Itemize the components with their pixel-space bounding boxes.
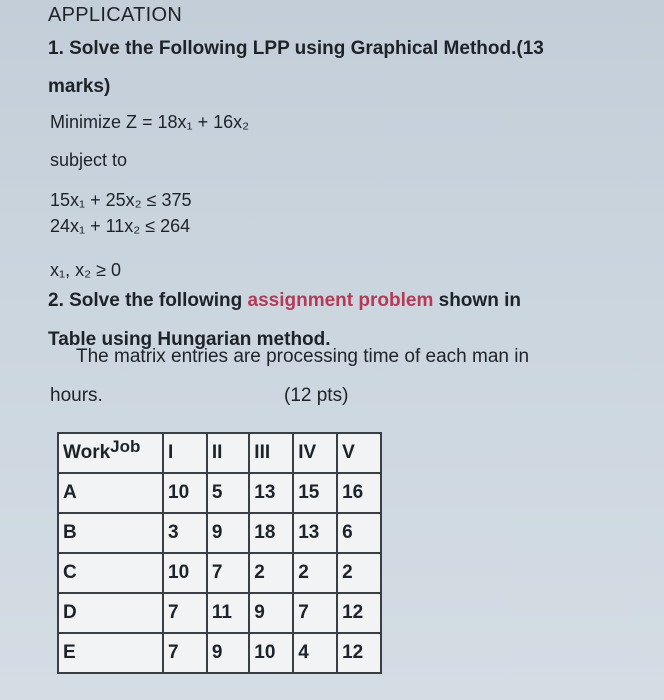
table-cell: 4 bbox=[293, 633, 337, 673]
table-cell: 16 bbox=[337, 473, 381, 513]
constraint-1: 15x₁ + 25x₂ ≤ 375 bbox=[50, 190, 192, 210]
table-cell: 13 bbox=[249, 473, 293, 513]
column-header: V bbox=[337, 433, 381, 473]
table-header-row bbox=[58, 433, 381, 473]
non-negativity-constraint: x₁, x₂ ≥ 0 bbox=[50, 260, 121, 280]
table-corner-cell bbox=[58, 433, 163, 473]
subject-to-label: subject to bbox=[50, 150, 128, 170]
question-1-line-1: 1. Solve the Following LPP using Graphical Method.(13 bbox=[48, 38, 544, 59]
table-cell: 2 bbox=[337, 553, 381, 593]
points-label: (12 pts) bbox=[284, 385, 349, 406]
row-label: D bbox=[58, 593, 163, 633]
table-cell: 12 bbox=[337, 633, 381, 673]
table-row bbox=[58, 513, 381, 553]
column-header: II bbox=[207, 433, 249, 473]
matrix-description: The matrix entries are processing time of each man in bbox=[76, 346, 530, 367]
corner-job-label: Job bbox=[110, 437, 141, 456]
table-cell: 3 bbox=[163, 513, 207, 553]
table-cell: 11 bbox=[207, 593, 249, 633]
table-cell: 9 bbox=[207, 633, 249, 673]
table-cell: 10 bbox=[249, 633, 293, 673]
row-label: A bbox=[58, 473, 163, 513]
table-cell: 18 bbox=[249, 513, 293, 553]
question-1-line-2: marks) bbox=[48, 76, 111, 97]
corner-work-label: Work bbox=[63, 442, 111, 463]
table-cell: 7 bbox=[293, 593, 337, 633]
table-cell: 12 bbox=[337, 593, 381, 633]
table-cell: 6 bbox=[337, 513, 381, 553]
table-cell: 5 bbox=[207, 473, 249, 513]
table-row bbox=[58, 593, 381, 633]
table-cell: 10 bbox=[163, 553, 207, 593]
section-heading: APPLICATION bbox=[48, 4, 183, 26]
table-cell: 15 bbox=[293, 473, 337, 513]
table-cell: 13 bbox=[293, 513, 337, 553]
objective-function: Minimize Z = 18x₁ + 16x₂ bbox=[50, 112, 250, 132]
constraint-2: 24x₁ + 11x₂ ≤ 264 bbox=[50, 216, 191, 236]
table-cell: 2 bbox=[293, 553, 337, 593]
question-2-line-1 bbox=[48, 290, 521, 312]
table-row bbox=[58, 553, 381, 593]
row-label: C bbox=[58, 553, 163, 593]
column-header: IV bbox=[293, 433, 337, 473]
table-row bbox=[58, 633, 381, 673]
question-2-text-post: shown in bbox=[433, 290, 521, 311]
column-header: I bbox=[163, 433, 207, 473]
question-2-highlight: assignment problem bbox=[247, 290, 434, 311]
hours-label: hours. bbox=[50, 385, 103, 406]
column-header: III bbox=[249, 433, 293, 473]
table-cell: 10 bbox=[163, 473, 207, 513]
table-cell: 7 bbox=[163, 633, 207, 673]
table-cell: 7 bbox=[163, 593, 207, 633]
row-label: B bbox=[58, 513, 163, 553]
table-cell: 7 bbox=[207, 553, 249, 593]
table-cell: 9 bbox=[207, 513, 249, 553]
table-cell: 2 bbox=[249, 553, 293, 593]
assignment-table bbox=[57, 432, 382, 674]
question-2-line-2: Table using Hungarian method. bbox=[48, 329, 331, 350]
table-cell: 9 bbox=[249, 593, 293, 633]
table-row bbox=[58, 473, 381, 513]
question-2-text-pre: 2. Solve the following bbox=[48, 290, 248, 311]
row-label: E bbox=[58, 633, 163, 673]
